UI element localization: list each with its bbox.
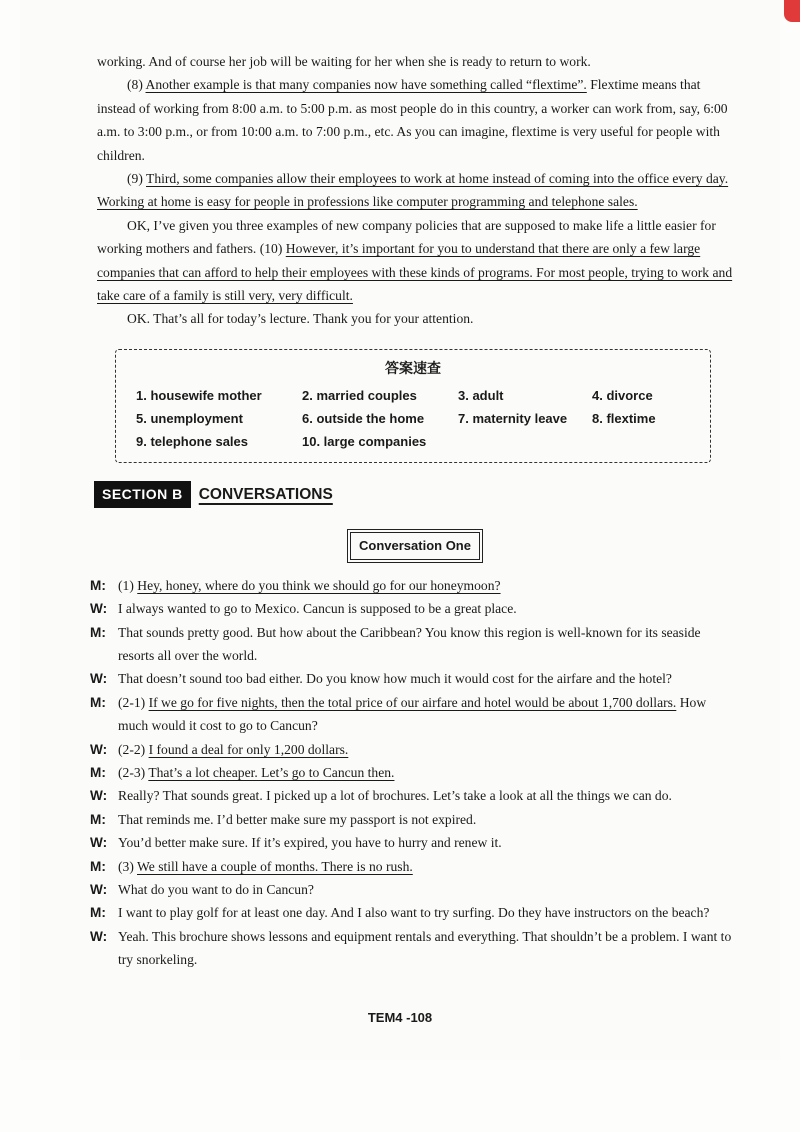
answer-underline: Third, some companies allow their employees to work at home instead of coming into the office every day. Working at home is easy for people in professions like computer programming and telephone sales. [97, 171, 729, 210]
answer-underline: However, it’s important for you to understand that there are only a few large companies that can afford to help their employees with these kinds of programs. For most people, trying to work and take care of a family is still very, very difficult. [97, 241, 733, 304]
dialogue-line [90, 574, 733, 597]
dialogue-line [90, 597, 733, 620]
speaker-label: M: [90, 624, 106, 640]
answer-item: 7. maternity leave [458, 410, 568, 426]
page-number: TEM4 -108 [367, 1010, 433, 1025]
utterance: I want to play golf for at least one day. And I also want to try surfing. Do they have instructors on the beach? [118, 905, 710, 921]
dialogue-line [90, 925, 733, 972]
answer-underline: That’s a lot cheaper. Let’s go to Cancun then. [148, 764, 395, 780]
answer-item: 1. housewife mother [136, 387, 262, 403]
dialogue-line [90, 621, 733, 668]
answer-underline: I found a deal for only 1,200 dollars. [148, 741, 349, 757]
utterance-text: How much would it cost to go to Cancun? [118, 694, 707, 734]
speaker-label: W: [90, 835, 108, 851]
dialogue-line [90, 667, 733, 690]
dialogue-line [90, 831, 733, 854]
answer-row [136, 430, 706, 453]
answer-item: 5. unemployment [136, 410, 243, 426]
question-number: (3) [118, 858, 138, 874]
speaker-label: W: [90, 671, 108, 687]
speaker-label: W: [90, 601, 108, 617]
paragraph-continuation: working. And of course her job will be waiting for her when she is ready to return to work. [97, 54, 591, 69]
answer-row [136, 384, 706, 407]
utterance [118, 761, 733, 784]
utterance [118, 691, 733, 738]
speaker-label: M: [90, 858, 106, 874]
answer-underline: We still have a couple of months. There is no rush. [137, 858, 413, 874]
utterance: That sounds pretty good. But how about the Caribbean? You know this region is well-known for its seaside resorts all over the world. [118, 624, 701, 663]
answer-item: 10. large companies [302, 433, 427, 449]
paragraph-text: Flextime means that instead of working from 8:00 a.m. to 5:00 p.m. as most people do in this country, a worker can work from, say, 6:00 a.m. to 3:00 p.m., or from 10:00 a.m. to 7:00 p.m., etc. As you can imagine, flextime is very useful for people with children. [97, 77, 728, 163]
dialogue-line [90, 691, 733, 738]
section-title: CONVERSATIONS [198, 485, 333, 503]
conversation-heading [97, 532, 733, 559]
utterance: That reminds me. I’d better make sure my passport is not expired. [118, 811, 477, 827]
answer-key-title: 答案速查 [385, 360, 441, 377]
paragraph-10 [97, 214, 733, 308]
utterance: Really? That sounds great. I picked up a lot of brochures. Let’s take a look at all the things we can do. [118, 788, 672, 804]
dialogue-line [90, 738, 733, 761]
answer-item: 4. divorce [592, 387, 653, 403]
utterance [118, 738, 733, 761]
speaker-label: M: [90, 905, 106, 921]
utterance: That doesn’t sound too bad either. Do you know how much it would cost for the airfare and the hotel? [118, 671, 672, 687]
speaker-label: M: [90, 764, 106, 780]
dialogue-line [90, 855, 733, 878]
question-number: (2-3) [118, 764, 149, 780]
utterance: You’d better make sure. If it’s expired, you have to hurry and renew it. [118, 835, 502, 851]
paragraph-9 [97, 167, 733, 214]
speaker-label: M: [90, 811, 106, 827]
answer-item: 6. outside the home [302, 410, 425, 426]
question-number: (9) [127, 171, 143, 187]
answer-underline: Hey, honey, where do you think we should go for our honeymoon? [137, 577, 501, 593]
answer-grid [136, 384, 706, 453]
answer-underline: Another example is that many companies now have something called “flextime”. [145, 77, 587, 93]
dialogue-line [90, 808, 733, 831]
answer-item: 3. adult [458, 387, 504, 403]
section-heading [94, 481, 733, 508]
dialogue-line [90, 878, 733, 901]
speaker-label: W: [90, 741, 108, 757]
utterance [118, 855, 733, 878]
answer-row [136, 407, 706, 430]
answer-underline: If we go for five nights, then the total price of our airfare and hotel would be about 1,700 dollars. [148, 694, 677, 710]
paragraph-text: OK, I’ve given you three examples of new company policies that are supposed to make life a little easier for working mothers and fathers. (10) [97, 217, 716, 257]
dialogue-list [90, 574, 733, 972]
dialogue-line [90, 784, 733, 807]
dialogue-line [90, 901, 733, 924]
answer-item: 2. married couples [302, 387, 417, 403]
section-badge: SECTION B [94, 481, 191, 508]
paragraph-8 [97, 73, 733, 167]
dialogue-line [90, 761, 733, 784]
speaker-label: W: [90, 928, 108, 944]
speaker-label: M: [90, 577, 106, 593]
answer-item: 8. flextime [592, 410, 656, 426]
question-number: (2-2) [118, 741, 149, 757]
speaker-label: W: [90, 881, 108, 897]
utterance: I always wanted to go to Mexico. Cancun is supposed to be a great place. [118, 601, 517, 617]
closing-paragraph: OK. That’s all for today’s lecture. Thank you for your attention. [127, 311, 474, 327]
question-number: (8) [127, 77, 143, 93]
question-number: (2-1) [118, 694, 149, 710]
conversation-title: Conversation One [350, 532, 480, 559]
question-number: (1) [118, 577, 138, 593]
answer-key-box [115, 349, 711, 463]
speaker-label: W: [90, 788, 108, 804]
page-content [90, 50, 733, 972]
speaker-label: M: [90, 694, 106, 710]
utterance [118, 574, 733, 597]
answer-item: 9. telephone sales [136, 433, 248, 449]
red-corner-mark [784, 0, 800, 22]
utterance: What do you want to do in Cancun? [118, 881, 314, 897]
utterance: Yeah. This brochure shows lessons and equipment rentals and everything. That shouldn’t be a problem. I want to try snorkeling. [118, 928, 732, 968]
